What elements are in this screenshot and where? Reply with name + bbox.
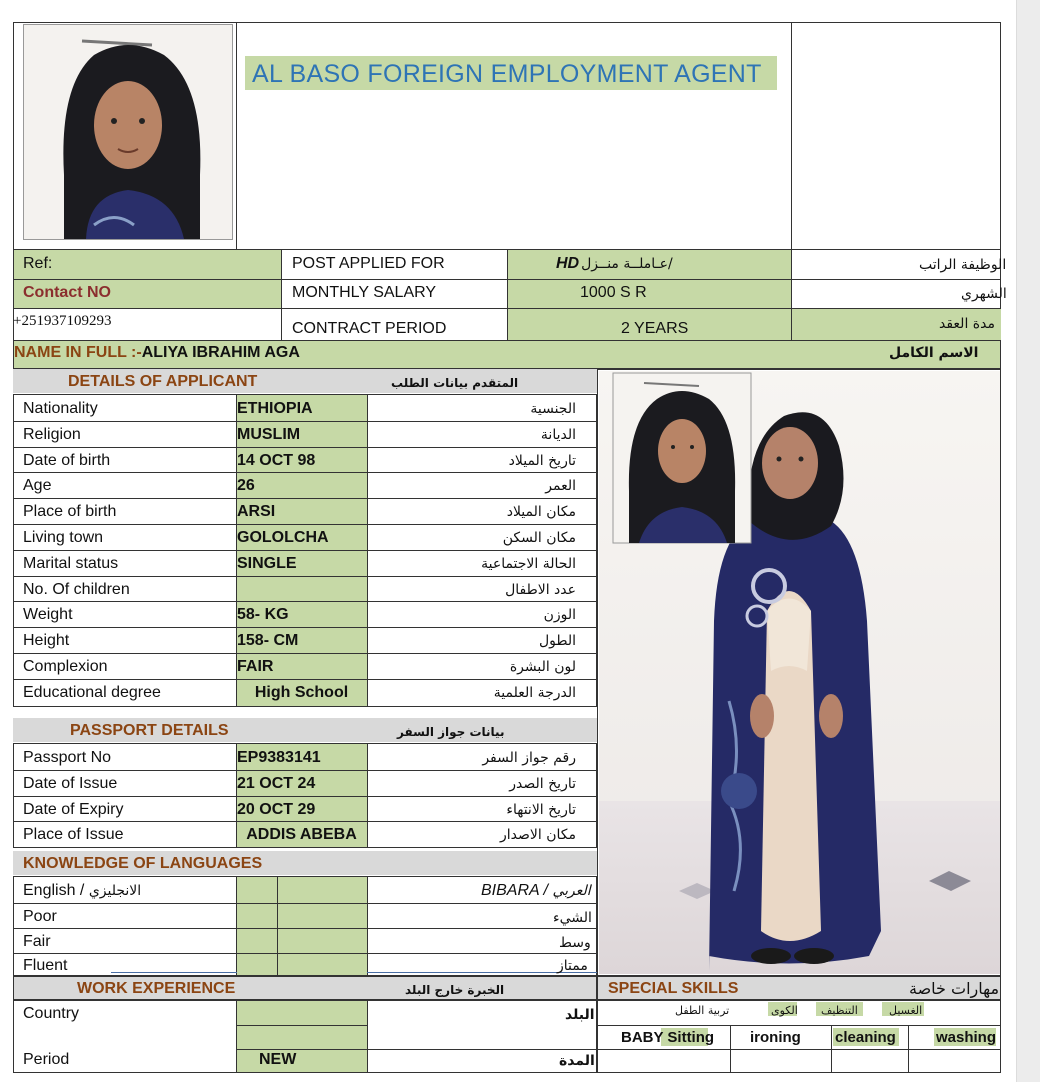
post-ar: الوظيفة الراتب (919, 257, 1007, 273)
details-label: Place of birth (23, 503, 117, 521)
details-value: ARSI (237, 503, 276, 521)
contact-value: +251937109293 (13, 313, 112, 329)
details-value: 58- KG (237, 606, 289, 624)
work-heading-ar: الخبرة خارج البلد (405, 983, 505, 997)
details-label: Complexion (23, 658, 108, 675)
skill-babysitting-ar: تربية الطفل (675, 1004, 730, 1017)
details-value: FAIR (237, 658, 274, 675)
details-label: Age (23, 477, 52, 495)
details-label: Living town (23, 529, 104, 546)
lang-fluent-label: Fluent (23, 957, 68, 974)
post-value: HD عـاملــة منــزل/ (556, 255, 673, 272)
details-value: ETHIOPIA (237, 400, 313, 417)
details-ar: الدرجة العلمية (493, 684, 576, 701)
country-label: Country (23, 1005, 80, 1022)
passport-heading: PASSPORT DETAILS (70, 722, 229, 739)
details-label: No. Of children (23, 580, 130, 598)
details-ar: تاريخ الميلاد (508, 452, 576, 469)
lang-fair-label: Fair (23, 933, 51, 950)
details-heading: DETAILS OF APPLICANT (68, 373, 258, 390)
details-ar: مكان السكن (502, 530, 576, 546)
passport-ar: رقم جواز السفر (482, 750, 576, 766)
period-ar: المدة (559, 1053, 595, 1069)
details-ar: الطول (538, 633, 576, 650)
skill-cleaning: cleaning (835, 1029, 896, 1046)
passport-value: ADDIS ABEBA (246, 826, 357, 844)
applicant-fullbody-photo (599, 371, 1000, 974)
skills-heading-ar: مهارات خاصة (909, 979, 1000, 998)
passport-label: Date of Issue (23, 774, 118, 792)
lang-fair-ar: وسط (559, 935, 591, 951)
details-heading-ar: المتقدم بيانات الطلب (391, 376, 519, 390)
details-label: Weight (23, 606, 73, 624)
details-label: Date of birth (23, 451, 111, 469)
full-name: NAME IN FULL :-ALIYA IBRAHIM AGA (14, 344, 300, 361)
details-label: Nationality (23, 400, 98, 417)
details-value: SINGLE (237, 554, 297, 572)
details-ar: الديانة (540, 426, 576, 443)
details-ar: الحالة الاجتماعية (481, 555, 576, 572)
application-form (13, 22, 1007, 1074)
contract-value: 2 YEARS (621, 320, 689, 337)
details-ar: العمر (545, 478, 576, 495)
details-value: High School (254, 683, 349, 701)
details-label: Religion (23, 425, 81, 443)
passport-value: 20 OCT 29 (237, 800, 316, 818)
skill-babysitting: BABY Sitting (621, 1029, 715, 1046)
skill-cleaning-ar: التنظيف (821, 1004, 858, 1017)
skill-ironing: ironing (750, 1029, 801, 1046)
passport-label: Place of Issue (23, 826, 124, 844)
applicant-headshot-photo (23, 24, 233, 240)
details-ar: الجنسية (530, 401, 576, 417)
details-value: GOLOLCHA (237, 529, 329, 546)
skills-heading: SPECIAL SKILLS (608, 980, 739, 997)
details-ar: مكان الميلاد (506, 504, 576, 521)
arabic-label: BIBARA / العربي (481, 882, 591, 899)
english-label: English / الانجليزي (23, 882, 142, 899)
details-ar: عدد الاطفال (505, 581, 576, 598)
passport-ar: تاريخ الصدر (509, 775, 576, 792)
period-value: NEW (259, 1051, 297, 1068)
details-value: 26 (237, 477, 255, 495)
full-name-ar: الاسم الكامل (889, 345, 979, 361)
details-value: 158- CM (237, 632, 299, 650)
work-table (13, 1000, 597, 1073)
passport-value: 21 OCT 24 (237, 774, 316, 792)
salary-ar: الشهري (961, 286, 1007, 302)
contract-label: CONTRACT PERIOD (292, 320, 447, 337)
skill-washing-ar: الغسيل (889, 1004, 923, 1017)
salary-value: 1000 S R (580, 284, 647, 301)
lang-fluent-ar: ممتاز (557, 958, 588, 974)
passport-label: Date of Expiry (23, 800, 124, 818)
passport-heading-ar: بيانات جواز السفر (397, 725, 505, 739)
country-ar: البلد (565, 1007, 595, 1023)
details-value: 14 OCT 98 (237, 451, 316, 469)
post-label: POST APPLIED FOR (292, 255, 445, 272)
passport-ar: مكان الاصدار (500, 827, 576, 844)
details-label: Educational degree (23, 683, 161, 701)
details-label: Marital status (23, 554, 119, 572)
languages-heading: KNOWLEDGE OF LANGUAGES (23, 855, 263, 872)
skill-ironing-ar: الكوى (771, 1004, 798, 1017)
contract-ar: مدة العقد (939, 316, 995, 332)
period-label: Period (23, 1051, 70, 1068)
details-value: MUSLIM (237, 425, 301, 443)
lang-poor-ar: الشيء (553, 910, 592, 926)
agency-title: AL BASO FOREIGN EMPLOYMENT AGENT (252, 60, 762, 88)
details-ar: لون البشرة (509, 659, 576, 675)
lang-poor-label: Poor (23, 908, 57, 925)
passport-ar: تاريخ الانتهاء (506, 801, 576, 818)
scrollbar[interactable] (1016, 0, 1040, 1082)
details-label: Height (23, 632, 70, 650)
skill-washing: washing (936, 1029, 997, 1046)
salary-label: MONTHLY SALARY (292, 284, 437, 301)
passport-value: EP9383141 (237, 749, 321, 766)
work-heading: WORK EXPERIENCE (77, 980, 236, 997)
contact-label: Contact NO (23, 284, 111, 301)
details-ar: الوزن (543, 607, 576, 624)
ref-label: Ref: (23, 255, 53, 272)
passport-label: Passport No (23, 749, 112, 766)
